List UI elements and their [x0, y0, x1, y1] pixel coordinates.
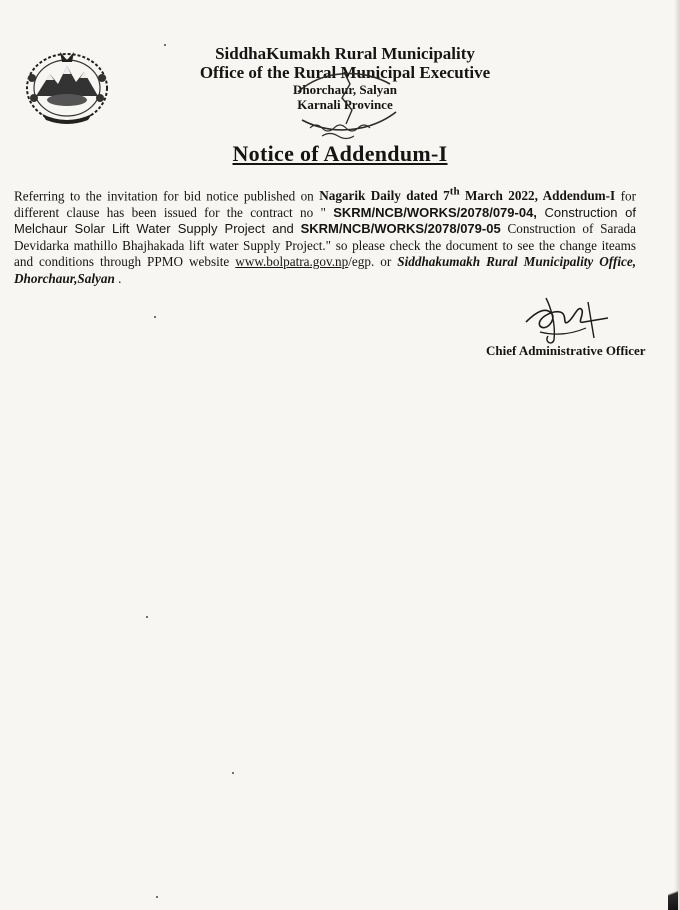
contract-2-number: SKRM/NCB/WORKS/2078/079-05	[300, 221, 501, 237]
newspaper-name: Nagarik Daily dated 7	[319, 188, 450, 204]
scan-speck	[156, 896, 158, 898]
signature	[516, 292, 610, 348]
scan-speck	[164, 44, 166, 46]
page-edge	[674, 0, 680, 910]
scan-speck	[232, 772, 234, 774]
notice-body	[14, 184, 636, 287]
nepal-emblem-logo	[22, 48, 112, 126]
website-link[interactable]: www.bolpatra.gov.np	[235, 254, 349, 270]
scan-speck	[146, 616, 148, 618]
contract-1-number: SKRM/NCB/WORKS/2078/079-04,	[333, 204, 537, 220]
newspaper-reference	[319, 188, 615, 203]
page-corner-shadow	[668, 870, 678, 910]
office-name: Office of the Rural Municipal Executive	[199, 63, 491, 82]
scan-speck	[154, 316, 156, 318]
date-ordinal: th	[449, 186, 460, 198]
body-text-5: /egp. or	[348, 254, 398, 270]
contract-1-desc: Construction of Melchaur Solar Lift Water Supply Project and	[14, 204, 636, 237]
body-text-4: so please check the document to see the change iteams and conditions through PPMO website	[14, 237, 636, 270]
signatory-title: Chief Administrative Officer	[486, 343, 646, 358]
municipality-name: SiddhaKumakh Rural Municipality	[215, 44, 475, 63]
address-line-2: Karnali Province	[297, 97, 393, 112]
body-text-3: Construction of Sarada Devidarka mathillo Bhajhakada lift water Supply Project."	[14, 221, 637, 253]
office-stamp	[292, 62, 402, 140]
body-text-2: for different clause has been issued for the contract no "	[14, 188, 636, 220]
address-line-1: Dhorchaur, Salyan	[292, 82, 398, 97]
date-rest: March 2022, Addendum-I	[459, 188, 616, 204]
office-reference: Siddhakumakh Rural Municipality Office, Dhorchaur,Salyan	[14, 254, 636, 286]
notice-title: Notice of Addendum-I	[232, 141, 448, 166]
body-text-6: .	[114, 270, 122, 286]
body-text-1: Referring to the invitation for bid notice published on	[14, 188, 320, 204]
